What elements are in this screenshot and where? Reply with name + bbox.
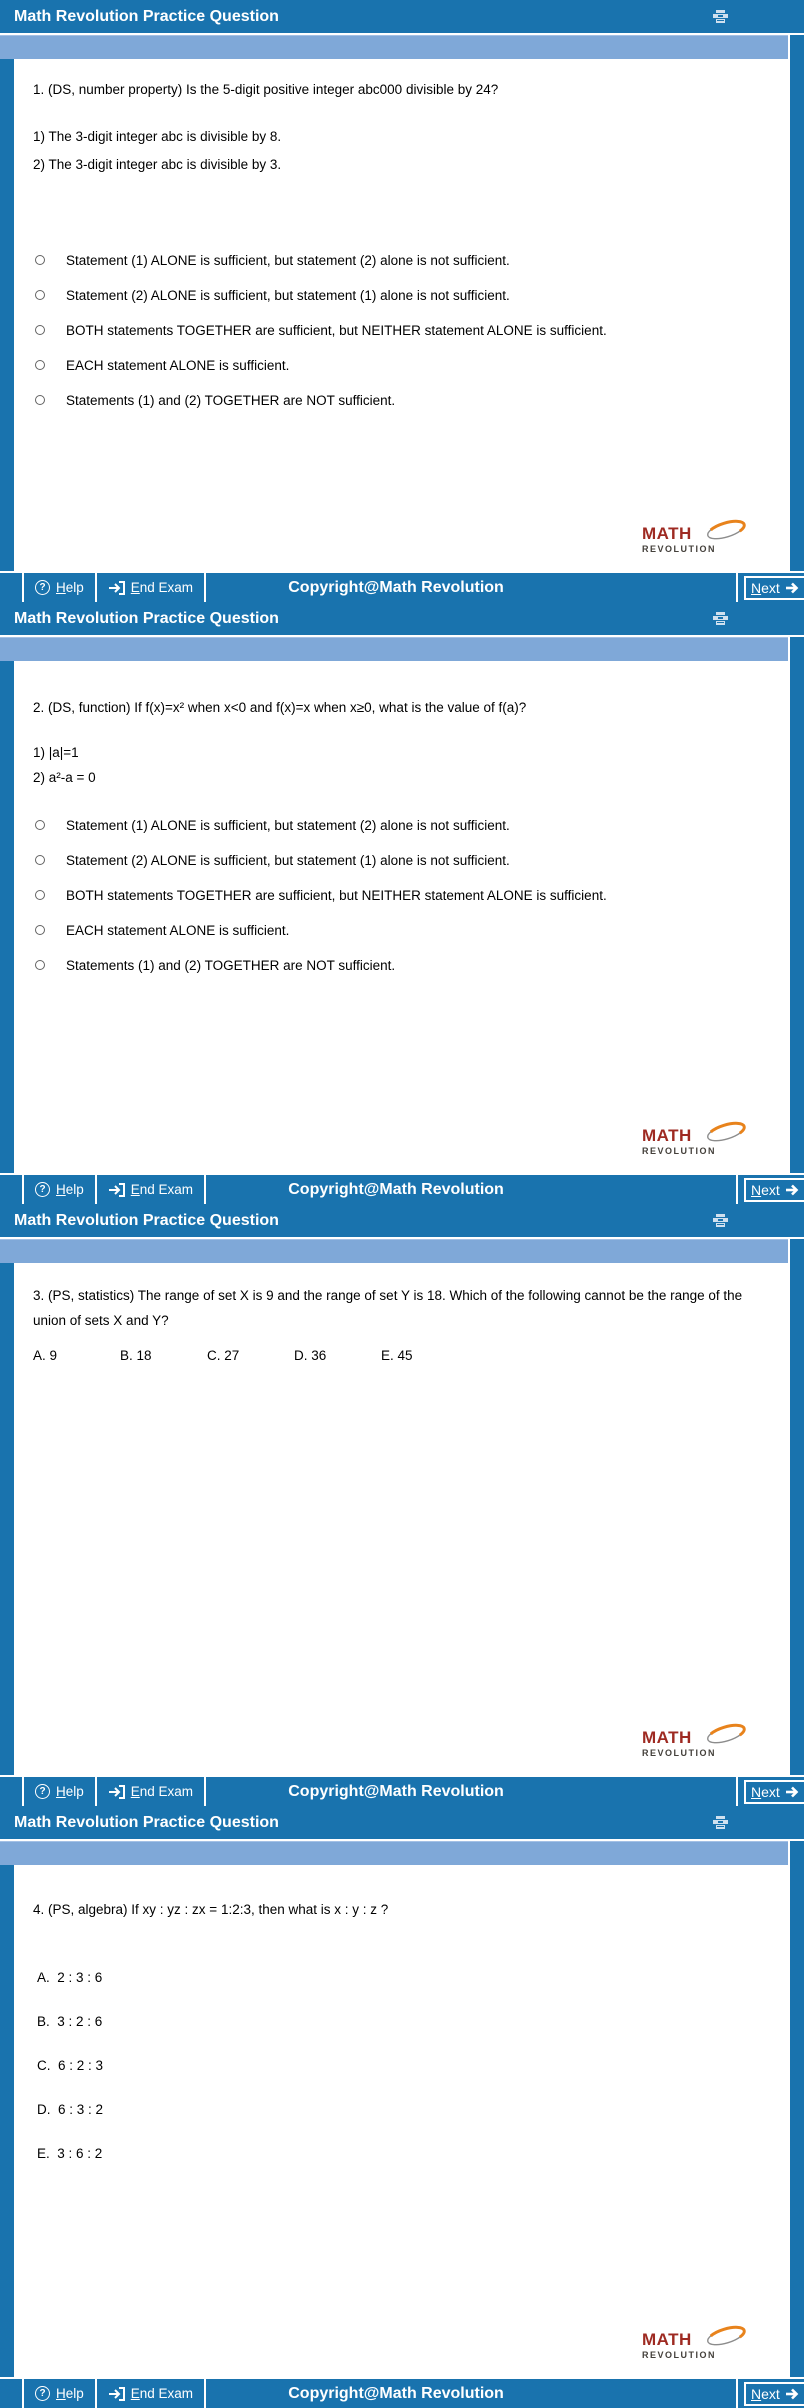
sub-header-bar bbox=[0, 1239, 804, 1263]
footer-bar bbox=[0, 2377, 804, 2408]
radio-button[interactable] bbox=[35, 960, 45, 970]
footer-bar bbox=[0, 1775, 804, 1806]
option-label: Statement (2) ALONE is sufficient, but statement (1) alone is not sufficient. bbox=[66, 287, 510, 303]
radio-button[interactable] bbox=[35, 925, 45, 935]
question-text: 4. (PS, algebra) If xy : yz : zx = 1:2:3, then what is x : y : z ? bbox=[33, 1902, 389, 1917]
printer-icon[interactable] bbox=[713, 10, 728, 23]
question-text: 1. (DS, number property) Is the 5-digit positive integer abc000 divisible by 24? bbox=[33, 82, 499, 97]
logo-revolution-text: REVOLUTION bbox=[642, 1146, 717, 1156]
end-exam-button[interactable]: End Exam bbox=[97, 573, 204, 602]
radio-button[interactable] bbox=[35, 325, 45, 335]
circled-question-icon: ? bbox=[35, 1182, 50, 1197]
choice-e: E. 3 : 6 : 2 bbox=[37, 2146, 103, 2161]
footer-bar bbox=[0, 1173, 804, 1204]
radio-button[interactable] bbox=[35, 395, 45, 405]
math-revolution-logo bbox=[642, 1126, 740, 1156]
answer-choices bbox=[37, 1970, 788, 2164]
answer-option-d[interactable] bbox=[35, 921, 788, 939]
sub-header-bar bbox=[0, 1841, 804, 1865]
circled-question-icon: ? bbox=[35, 2386, 50, 2401]
window-title: Math Revolution Practice Question bbox=[14, 609, 279, 627]
printer-icon[interactable] bbox=[713, 612, 728, 625]
exit-arrow-icon bbox=[108, 1785, 125, 1799]
answer-choices bbox=[33, 1348, 788, 1363]
choice-b: B. 18 bbox=[120, 1348, 152, 1363]
logo-swoosh-icon bbox=[702, 2324, 748, 2348]
logo-revolution-text: REVOLUTION bbox=[642, 2350, 717, 2360]
question-content bbox=[14, 59, 788, 571]
logo-revolution-text: REVOLUTION bbox=[642, 1748, 717, 1758]
logo-math-text: MATH bbox=[642, 524, 692, 543]
window-title: Math Revolution Practice Question bbox=[14, 7, 279, 25]
next-button[interactable]: Next bbox=[744, 2382, 804, 2406]
question-panel-3 bbox=[0, 1204, 804, 1806]
window-title: Math Revolution Practice Question bbox=[14, 1211, 279, 1229]
choice-c: C. 27 bbox=[207, 1348, 240, 1363]
logo-swoosh-icon bbox=[702, 518, 748, 542]
left-border-strip bbox=[0, 1263, 14, 1775]
answer-option-b[interactable] bbox=[35, 851, 788, 869]
choice-e: E. 45 bbox=[381, 1348, 413, 1363]
question-content bbox=[14, 661, 788, 1173]
answer-option-c[interactable] bbox=[35, 886, 788, 904]
statements bbox=[33, 128, 788, 184]
sub-header-fill bbox=[0, 1239, 788, 1263]
question-panel-2 bbox=[0, 602, 804, 1204]
copyright-text: Copyright@Math Revolution bbox=[288, 1782, 504, 1800]
right-arrow-icon bbox=[785, 581, 799, 595]
right-border-strip bbox=[788, 59, 804, 571]
sub-header-bar bbox=[0, 637, 804, 661]
choice-a: A. 9 bbox=[33, 1348, 58, 1363]
next-button[interactable]: Next bbox=[744, 576, 804, 600]
left-border-strip bbox=[0, 59, 14, 571]
exit-arrow-icon bbox=[108, 581, 125, 595]
math-revolution-logo bbox=[642, 524, 740, 554]
right-border-strip bbox=[788, 661, 804, 1173]
title-bar bbox=[0, 602, 804, 635]
copyright-text: Copyright@Math Revolution bbox=[288, 2384, 504, 2402]
option-label: EACH statement ALONE is sufficient. bbox=[66, 357, 290, 373]
help-button[interactable]: ? Help bbox=[24, 1175, 95, 1204]
choice-d: D. 6 : 3 : 2 bbox=[37, 2102, 104, 2117]
question-content bbox=[14, 1865, 788, 2377]
question-panel-1 bbox=[0, 0, 804, 602]
option-label: Statements (1) and (2) TOGETHER are NOT sufficient. bbox=[66, 392, 396, 408]
logo-math-text: MATH bbox=[642, 1728, 692, 1747]
right-arrow-icon bbox=[785, 2387, 799, 2401]
circled-question-icon: ? bbox=[35, 580, 50, 595]
logo-math-text: MATH bbox=[642, 2330, 692, 2349]
statement-1: 1) The 3-digit integer abc is divisible by 8. bbox=[33, 129, 282, 144]
answer-options bbox=[33, 251, 788, 409]
answer-option-a[interactable] bbox=[35, 251, 788, 269]
title-bar bbox=[0, 0, 804, 33]
circled-question-icon: ? bbox=[35, 1784, 50, 1799]
option-label: BOTH statements TOGETHER are sufficient, but NEITHER statement ALONE is sufficient. bbox=[66, 322, 607, 338]
answer-option-e[interactable] bbox=[35, 391, 788, 409]
next-button[interactable]: Next bbox=[744, 1780, 804, 1804]
option-label: EACH statement ALONE is sufficient. bbox=[66, 922, 290, 938]
next-button[interactable]: Next bbox=[744, 1178, 804, 1202]
help-button[interactable]: ? Help bbox=[24, 573, 95, 602]
end-exam-button[interactable]: End Exam bbox=[97, 2379, 204, 2408]
radio-button[interactable] bbox=[35, 890, 45, 900]
end-exam-button[interactable]: End Exam bbox=[97, 1777, 204, 1806]
choice-b: B. 3 : 2 : 6 bbox=[37, 2014, 103, 2029]
option-label: Statement (1) ALONE is sufficient, but statement (2) alone is not sufficient. bbox=[66, 817, 510, 833]
option-label: Statements (1) and (2) TOGETHER are NOT sufficient. bbox=[66, 957, 396, 973]
right-arrow-icon bbox=[785, 1785, 799, 1799]
choice-d: D. 36 bbox=[294, 1348, 327, 1363]
help-button[interactable]: ? Help bbox=[24, 2379, 95, 2408]
title-bar bbox=[0, 1204, 804, 1237]
sub-header-fill bbox=[0, 637, 788, 661]
logo-math-text: MATH bbox=[642, 1126, 692, 1145]
sub-header-bar bbox=[0, 35, 804, 59]
right-arrow-icon bbox=[785, 1183, 799, 1197]
option-label: Statement (1) ALONE is sufficient, but statement (2) alone is not sufficient. bbox=[66, 252, 510, 268]
left-border-strip bbox=[0, 661, 14, 1173]
sub-header-fill bbox=[0, 1841, 788, 1865]
math-revolution-logo bbox=[642, 1728, 740, 1758]
radio-button[interactable] bbox=[35, 855, 45, 865]
question-content bbox=[14, 1263, 788, 1775]
question-panel-4 bbox=[0, 1806, 804, 2408]
logo-revolution-text: REVOLUTION bbox=[642, 544, 717, 554]
radio-button[interactable] bbox=[35, 360, 45, 370]
exit-arrow-icon bbox=[108, 2387, 125, 2401]
choice-a: A. 2 : 3 : 6 bbox=[37, 1970, 103, 1985]
statements bbox=[33, 744, 788, 794]
option-label: BOTH statements TOGETHER are sufficient, but NEITHER statement ALONE is sufficient. bbox=[66, 887, 607, 903]
right-border-strip bbox=[788, 1865, 804, 2377]
copyright-text: Copyright@Math Revolution bbox=[288, 1180, 504, 1198]
answer-options bbox=[33, 816, 788, 974]
end-exam-button[interactable]: End Exam bbox=[97, 1175, 204, 1204]
left-border-strip bbox=[0, 1865, 14, 2377]
printer-icon[interactable] bbox=[713, 1214, 728, 1227]
question-text: 3. (PS, statistics) The range of set X is 9 and the range of set Y is 18. Which of the following cannot be the range of the union of sets X and Y? bbox=[33, 1288, 743, 1328]
radio-button[interactable] bbox=[35, 255, 45, 265]
answer-option-d[interactable] bbox=[35, 356, 788, 374]
footer-bar bbox=[0, 571, 804, 602]
exit-arrow-icon bbox=[108, 1183, 125, 1197]
radio-button[interactable] bbox=[35, 820, 45, 830]
statement-2: 2) a²-a = 0 bbox=[33, 770, 96, 785]
radio-button[interactable] bbox=[35, 290, 45, 300]
copyright-text: Copyright@Math Revolution bbox=[288, 578, 504, 596]
statement-1: 1) |a|=1 bbox=[33, 745, 79, 760]
answer-option-a[interactable] bbox=[35, 816, 788, 834]
printer-icon[interactable] bbox=[713, 1816, 728, 1829]
math-revolution-logo bbox=[642, 2330, 740, 2360]
sub-header-fill bbox=[0, 35, 788, 59]
help-button[interactable]: ? Help bbox=[24, 1777, 95, 1806]
logo-swoosh-icon bbox=[702, 1120, 748, 1144]
answer-option-e[interactable] bbox=[35, 956, 788, 974]
right-border-strip bbox=[788, 1263, 804, 1775]
title-bar bbox=[0, 1806, 804, 1839]
question-text: 2. (DS, function) If f(x)=x² when x<0 and f(x)=x when x≥0, what is the value of f(a)? bbox=[33, 700, 527, 715]
window-title: Math Revolution Practice Question bbox=[14, 1813, 279, 1831]
statement-2: 2) The 3-digit integer abc is divisible by 3. bbox=[33, 157, 282, 172]
choice-c: C. 6 : 2 : 3 bbox=[37, 2058, 104, 2073]
option-label: Statement (2) ALONE is sufficient, but statement (1) alone is not sufficient. bbox=[66, 852, 510, 868]
answer-option-b[interactable] bbox=[35, 286, 788, 304]
answer-option-c[interactable] bbox=[35, 321, 788, 339]
logo-swoosh-icon bbox=[702, 1722, 748, 1746]
